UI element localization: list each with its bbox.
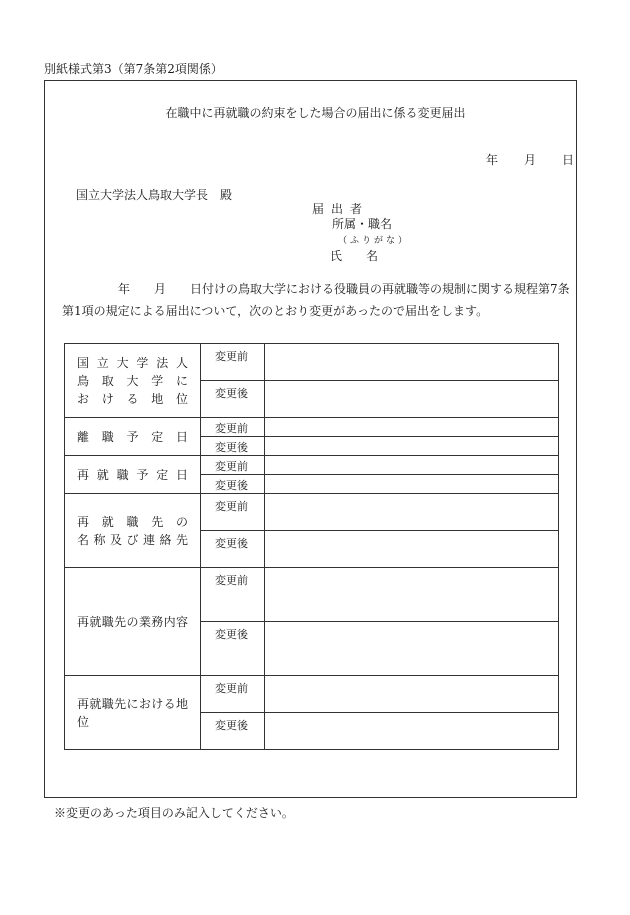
item-employer-name-contact bbox=[65, 494, 201, 568]
employer-business-before-cell[interactable] bbox=[265, 568, 559, 622]
affiliation-label: 所属・職名 bbox=[332, 217, 393, 231]
retirement-date-after-cell[interactable] bbox=[265, 437, 559, 456]
after-label: 変更後 bbox=[201, 713, 265, 750]
after-label: 変更後 bbox=[201, 381, 265, 418]
before-label: 変更前 bbox=[201, 418, 265, 437]
form-number-label: 別紙様式第3（第7条第2項関係） bbox=[44, 62, 223, 76]
before-label: 変更前 bbox=[201, 494, 265, 531]
date-day-label: 日 bbox=[562, 153, 575, 167]
body-text-line-1: 年 月 日付けの鳥取大学における役職員の再就職等の規制に関する規程第7条 bbox=[118, 282, 570, 296]
item-line: 再就職先の bbox=[77, 514, 188, 529]
date-month-label: 月 bbox=[524, 153, 537, 167]
addressee: 国立大学法人鳥取大学長 殿 bbox=[76, 188, 233, 202]
university-position-before-cell[interactable] bbox=[265, 344, 559, 381]
item-line: 鳥取大学に bbox=[77, 373, 188, 388]
item-line: 国立大学法人 bbox=[77, 355, 188, 370]
item-line: 再就職先の業務内容 bbox=[77, 614, 188, 629]
body-text bbox=[62, 278, 574, 322]
item-line: 名称及び連絡先 bbox=[77, 532, 188, 547]
before-label: 変更前 bbox=[201, 456, 265, 475]
employer-business-after-cell[interactable] bbox=[265, 622, 559, 676]
after-label: 変更後 bbox=[201, 437, 265, 456]
date-year-label: 年 bbox=[486, 153, 499, 167]
item-line: 離職予定日 bbox=[77, 429, 188, 444]
item-line: 再就職予定日 bbox=[77, 467, 188, 482]
employer-position-before-cell[interactable] bbox=[265, 676, 559, 713]
employer-name-before-cell[interactable] bbox=[265, 494, 559, 531]
reemployment-date-after-cell[interactable] bbox=[265, 475, 559, 494]
university-position-after-cell[interactable] bbox=[265, 381, 559, 418]
before-label: 変更前 bbox=[201, 344, 265, 381]
change-table bbox=[64, 343, 559, 750]
item-reemployment-date bbox=[65, 456, 201, 494]
after-label: 変更後 bbox=[201, 531, 265, 568]
after-label: 変更後 bbox=[201, 475, 265, 494]
footnote: ※変更のあった項目のみ記入してください。 bbox=[54, 806, 294, 820]
item-retirement-date bbox=[65, 418, 201, 456]
form-title: 在職中に再就職の約束をした場合の届出に係る変更届出 bbox=[165, 106, 466, 120]
item-line: 再就職先における地位 bbox=[77, 696, 188, 729]
before-label: 変更前 bbox=[201, 676, 265, 713]
reemployment-date-before-cell[interactable] bbox=[265, 456, 559, 475]
notifier-label: 届出者 bbox=[312, 202, 370, 216]
item-employer-business bbox=[65, 568, 201, 676]
employer-position-after-cell[interactable] bbox=[265, 713, 559, 750]
item-line: おける地位 bbox=[77, 391, 188, 406]
after-label: 変更後 bbox=[201, 622, 265, 676]
retirement-date-before-cell[interactable] bbox=[265, 418, 559, 437]
employer-name-after-cell[interactable] bbox=[265, 531, 559, 568]
body-text-line-2: 第1項の規定による届出について，次のとおり変更があったので届出をします。 bbox=[62, 304, 489, 318]
before-label: 変更前 bbox=[201, 568, 265, 622]
date-line bbox=[486, 151, 574, 168]
item-employer-position bbox=[65, 676, 201, 750]
name-label: 氏 名 bbox=[330, 249, 379, 263]
furigana-label: （ふりがな） bbox=[338, 236, 411, 246]
item-university-position bbox=[65, 344, 201, 418]
